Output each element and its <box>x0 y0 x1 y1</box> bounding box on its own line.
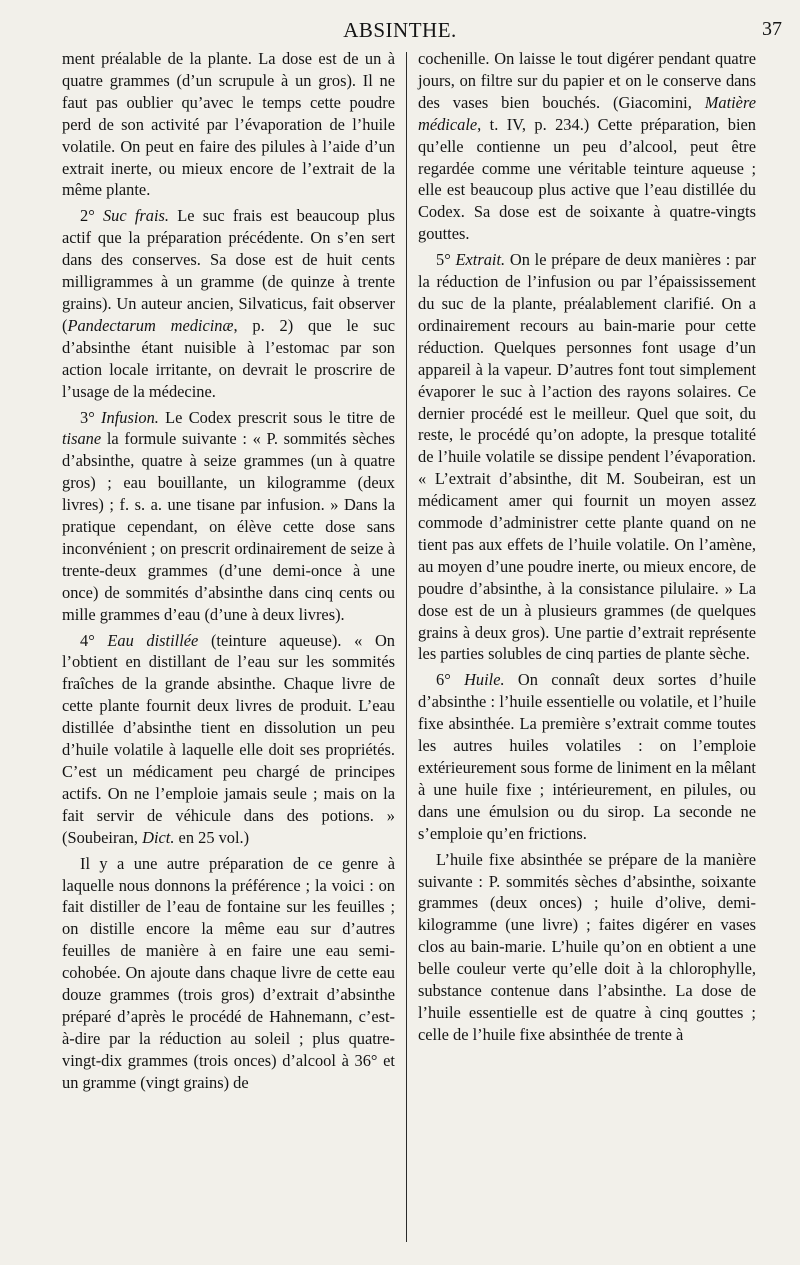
paragraph-text-text: On le prépare de deux manières : par la réduction de l’infusion ou par l’épaississement du suc de la plante, préalablement clarifié. On a ordinairement recours au bain-marie pour cette réduction. Quelques personnes font usage d’un appareil à la vapeur. D’autres font tout simplement évaporer le suc à l’action des rayons solaires. Ce dernier procédé est le meilleur. Quel que soit, du reste, le procédé qu’on adopte, la presque totalité de l’huile volatile se dissipe pendent l’évaporation. « L’extrait d’absinthe, dit M. Soubeiran, est un médicament amer qui fournit un moyen assez commode d’administrer cette plante quand on ne tient pas aux effets de l’huile volatile. On l’amène, au moyen d’une poudre inerte, ou mieux encore, de poudre d’absinthe, à la consistance pilulaire. » La dose est de un à plusieurs grammes (de quelques grains à deux gros). Une partie d’extrait représente les parties solubles de cinq parties de plante sèche. <box>418 250 756 664</box>
paragraph-heading-text: Suc frais. <box>102 206 170 226</box>
left-column-paragraph <box>62 630 395 849</box>
paragraph-text-text: Le Codex prescrit sous le titre de <box>158 407 395 427</box>
left-column <box>62 48 395 1094</box>
paragraph-text-text: Il y a une autre préparation de ce genre à laquelle nous donnons la préférence ; la voici : on fait distiller de l’eau de fontaine sur les feuilles ; on distille encore la même eau sur d’autres feuilles de manière à en faire une eau semi-cohobée. On ajoute dans chaque livre de cette eau douze grammes (trois gros) d’extrait d’absinthe préparé d’après le procédé de Hahnemann, c’est-à-dire par la réduction au soleil ; plus quatre-vingt-dix grammes (trois onces) d’alcool à 36° et un gramme (vingt grains) de <box>62 853 395 1092</box>
paragraph-text-text: en 25 vol.) <box>174 827 250 847</box>
paragraph-text-text: cochenille. On laisse le tout digérer pendant quatre jours, on filtre sur du papier et on le conserve dans des vases bien bouchés. (Giacomini, <box>418 49 756 112</box>
right-column <box>418 48 756 1046</box>
page-number: 37 <box>762 18 782 40</box>
paragraph-text-text: ment préalable de la plante. La dose est de un à quatre grammes (d’un scrupule à un gros). Il ne faut pas oublier qu’avec le temps cette poudre perd de son activité par l’évaporation de l’huile volatile. On peut en faire des pilules à l’aide d’un extrait inerte, ou mieux encore de l’extrait de la même plante. <box>62 49 395 200</box>
paragraph-text-text: Le suc frais est beaucoup plus actif que la préparation précédente. On s’en sert dans des conserves. Sa dose est de huit cents milligrammes à un gramme (de quinze à trente grains). Un auteur ancien, Silvaticus, fait observer ( <box>62 206 395 335</box>
paragraph-text-text: On connaît deux sortes d’huile d’absinthe : l’huile essentielle ou volatile, et l’huile fixe absinthée. La première s’extrait comme toutes les autres huiles volatiles : on l’emploie extérieurement sous forme de liniment en la mêlant à une huile fixe ; intérieurement, en pilules, ou dans une émulsion ou du sirop. La seconde ne s’emploie qu’en frictions. <box>418 670 756 843</box>
paragraph-num-text: 4° <box>80 630 108 650</box>
paragraph-num-text: 3° <box>80 407 102 427</box>
right-column-paragraph <box>418 249 756 665</box>
paragraph-text-text: , t. IV, p. 234.) Cette préparation, bien qu’elle contienne un peu d’alcool, peut être regardée comme une véritable teinture aqueuse ; elle est beaucoup plus active que l’eau distillée du Codex. Sa dose est de soixante à quatre-vingts gouttes. <box>418 114 756 244</box>
paragraph-text-text: (teinture aqueuse). « On l’obtient en distillant de l’eau sur les sommités fraîches de la grande absinthe. Chaque livre de cette plante fournit deux livres de produit. L’eau distillée d’absinthe tient en dissolution un peu d’huile volatile à laquelle elle doit ses propriétés. C’est un médicament peu chargé de principes actifs. On ne l’emploie jamais seule ; mais on la fait servir de véhicule dans des potions. » (Soubeiran, <box>62 630 395 847</box>
paragraph-text-text: L’huile fixe absinthée se prépare de la manière suivante : P. sommités sèches d’absinthe, soixante grammes (deux onces) ; huile d’olive, demi-kilogramme (une livre) ; faites digérer en vases clos au bain-marie. L’huile qu’on en obtient a une belle couleur verte qu’elle doit à la chlorophylle, substance contenue dans l’absinthe. La dose de l’huile essentielle est de quatre à cinq gouttes ; celle de l’huile fixe absinthée de trente à <box>418 849 756 1044</box>
paragraph-text-text: la formule suivante : « P. sommités sèches d’absinthe, quatre à seize grammes (un à quatre gros) ; eau bouillante, un kilogramme (deux livres) ; f. s. a. une tisane par infusion. » Dans la pratique cependant, on élève cette dose sans inconvénient ; on prescrit ordinairement de seize à trente-deux grammes (d’une demi-once à une once) de sommités d’absinthe dans cinq cents ou mille grammes d’eau (d’une à deux livres). <box>62 429 395 624</box>
paragraph-heading-text: Extrait. <box>455 250 506 270</box>
paragraph-heading-text: Infusion. <box>101 407 159 427</box>
left-column-paragraph <box>62 205 395 402</box>
paragraph-italic-text: Pandectarum medicinæ <box>67 315 234 335</box>
paragraph-italic-text: Dict. <box>142 827 175 847</box>
paragraph-num-text: 6° <box>436 670 465 690</box>
right-column-paragraph <box>418 48 756 245</box>
paragraph-num-text: 5° <box>436 250 456 270</box>
right-column-paragraph <box>418 669 756 844</box>
left-column-paragraph <box>62 48 395 201</box>
right-column-paragraph <box>418 849 756 1046</box>
running-title: ABSINTHE. <box>343 18 457 42</box>
running-head <box>0 18 800 48</box>
paragraph-italic-text: Matière médicale <box>418 92 756 134</box>
paragraph-heading-text: Eau distillée <box>107 630 199 650</box>
left-column-paragraph <box>62 853 395 1094</box>
paragraph-italic-text: tisane <box>62 429 102 449</box>
paragraph-heading-text: Huile. <box>464 670 505 690</box>
paragraph-num-text: 2° <box>80 206 103 226</box>
column-divider <box>406 52 407 1242</box>
left-column-paragraph <box>62 407 395 626</box>
paragraph-text-text: , p. 2) que le suc d’absinthe étant nuisible à l’estomac par son action locale irritante, on devrait le proscrire de l’usage de la médecine. <box>62 315 395 401</box>
